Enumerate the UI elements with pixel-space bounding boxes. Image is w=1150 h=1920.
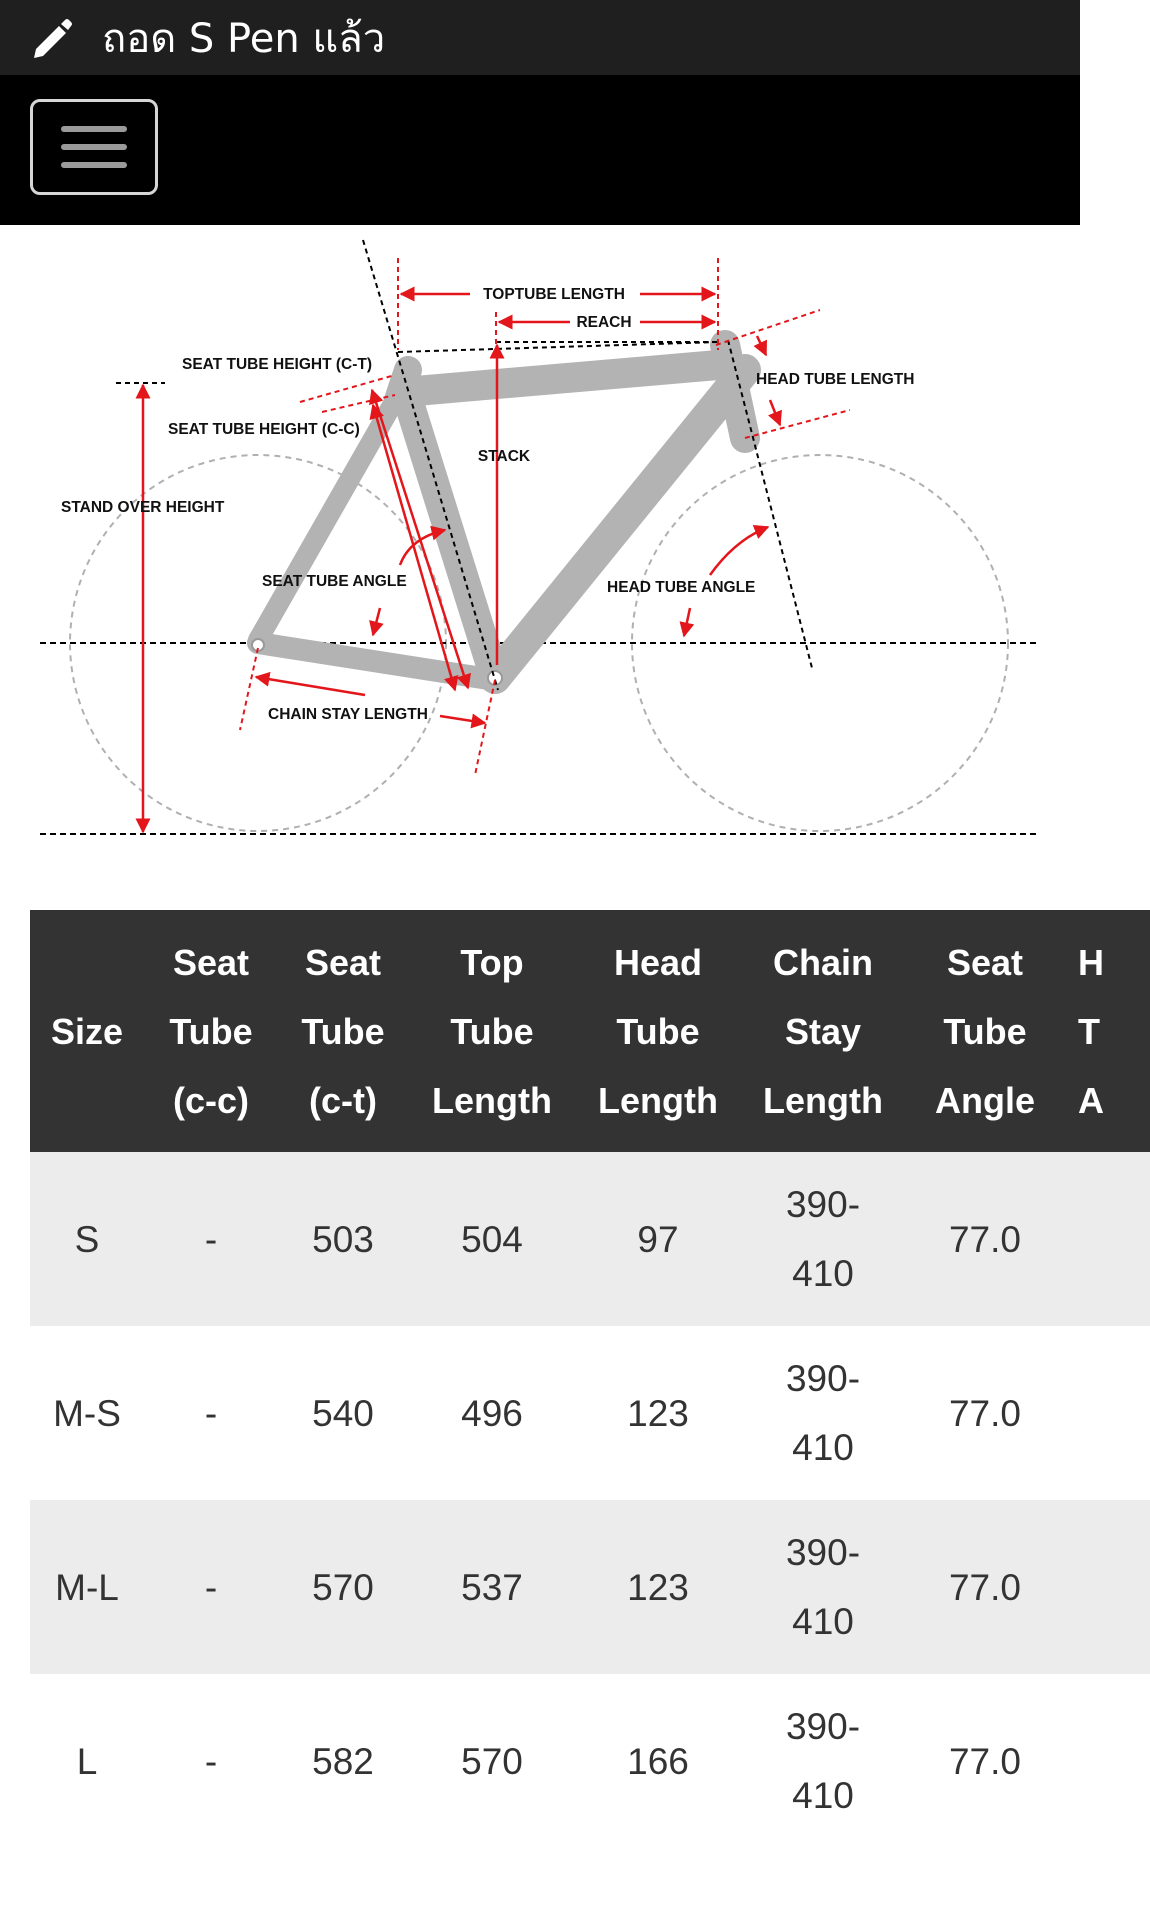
header-size: Size <box>50 1010 124 1052</box>
cell-head-tube-length: 123 <box>627 1392 689 1434</box>
cell-chain-stay-length: 390- 410 <box>785 1706 861 1816</box>
label-chain-stay-length: CHAIN STAY LENGTH <box>268 706 428 723</box>
cell-seat-tube-angle: 77.0 <box>948 1566 1021 1608</box>
cell-seat-tube-ct: 503 <box>312 1218 374 1260</box>
cell-top-tube-length: 504 <box>461 1218 523 1260</box>
cell-size: M-L <box>55 1566 119 1608</box>
cell-seat-tube-ct: 582 <box>312 1740 374 1782</box>
header-seat-tube-cc: Seat Tube (c-c) <box>169 941 253 1121</box>
table-row <box>30 1674 1150 1848</box>
header-top-tube-length: Top Tube Length <box>432 941 552 1121</box>
hamburger-menu-button[interactable] <box>30 99 158 195</box>
label-stand-over-height: STAND OVER HEIGHT <box>61 499 225 516</box>
bike-geometry-diagram <box>0 225 1080 865</box>
cell-size: L <box>76 1740 98 1782</box>
geometry-table-container[interactable] <box>30 910 1104 1920</box>
cell-chain-stay-length: 390- 410 <box>785 1184 861 1294</box>
bike-frame <box>258 345 745 680</box>
status-bar <box>0 0 1080 75</box>
header-head-tube-length: Head Tube Length <box>598 941 718 1121</box>
label-toptube-length: TOPTUBE LENGTH <box>483 286 625 303</box>
geometry-table <box>30 910 1150 1848</box>
table-row <box>30 1152 1150 1326</box>
cell-top-tube-length: 570 <box>461 1740 523 1782</box>
cell-size: S <box>74 1218 100 1260</box>
table-header-row <box>30 910 1150 1152</box>
hamburger-line <box>61 126 127 132</box>
cell-seat-tube-ct: 570 <box>312 1566 374 1608</box>
cell-seat-tube-angle: 77.0 <box>948 1392 1021 1434</box>
cell-seat-tube-angle: 77.0 <box>948 1740 1021 1782</box>
cell-head-tube-angle <box>1064 1674 1150 1848</box>
cell-chain-stay-length: 390- 410 <box>785 1358 861 1468</box>
cell-head-tube-length: 97 <box>637 1218 679 1260</box>
cell-chain-stay-length: 390- 410 <box>785 1532 861 1642</box>
top-navbar <box>0 75 1080 225</box>
cell-top-tube-length: 496 <box>461 1392 523 1434</box>
cell-head-tube-angle <box>1064 1326 1150 1500</box>
cell-top-tube-length: 537 <box>461 1566 523 1608</box>
label-reach: REACH <box>576 314 632 331</box>
table-row <box>30 1500 1150 1674</box>
header-seat-tube-angle: Seat Tube Angle <box>934 941 1035 1121</box>
cell-head-tube-length: 166 <box>627 1740 689 1782</box>
label-stack: STACK <box>477 448 531 465</box>
header-seat-tube-ct: Seat Tube (c-t) <box>301 941 385 1121</box>
cell-seat-tube-cc: - <box>204 1566 218 1608</box>
cell-size: M-S <box>53 1392 121 1434</box>
label-seat-tube-angle: SEAT TUBE ANGLE <box>262 573 407 590</box>
header-chain-stay-length: Chain Stay Length <box>763 941 883 1121</box>
label-head-tube-length: HEAD TUBE LENGTH <box>756 371 915 388</box>
table-row <box>30 1326 1150 1500</box>
label-head-tube-angle: HEAD TUBE ANGLE <box>607 579 756 596</box>
cell-seat-tube-angle: 77.0 <box>948 1218 1021 1260</box>
cell-seat-tube-ct: 540 <box>312 1392 374 1434</box>
pen-icon <box>28 13 78 63</box>
cell-head-tube-length: 123 <box>627 1566 689 1608</box>
header-head-tube-angle: H T A <box>1078 941 1104 1121</box>
hamburger-line <box>61 162 127 168</box>
cell-seat-tube-cc: - <box>204 1392 218 1434</box>
label-seat-tube-height-ct: SEAT TUBE HEIGHT (C-T) <box>182 356 373 373</box>
label-seat-tube-height-cc: SEAT TUBE HEIGHT (C-C) <box>168 421 360 438</box>
hamburger-line <box>61 144 127 150</box>
cell-head-tube-angle <box>1064 1152 1150 1326</box>
cell-seat-tube-cc: - <box>204 1218 218 1260</box>
status-text: ถอด S Pen แล้ว <box>102 15 386 62</box>
cell-seat-tube-cc: - <box>204 1740 218 1782</box>
cell-head-tube-angle <box>1064 1500 1150 1674</box>
